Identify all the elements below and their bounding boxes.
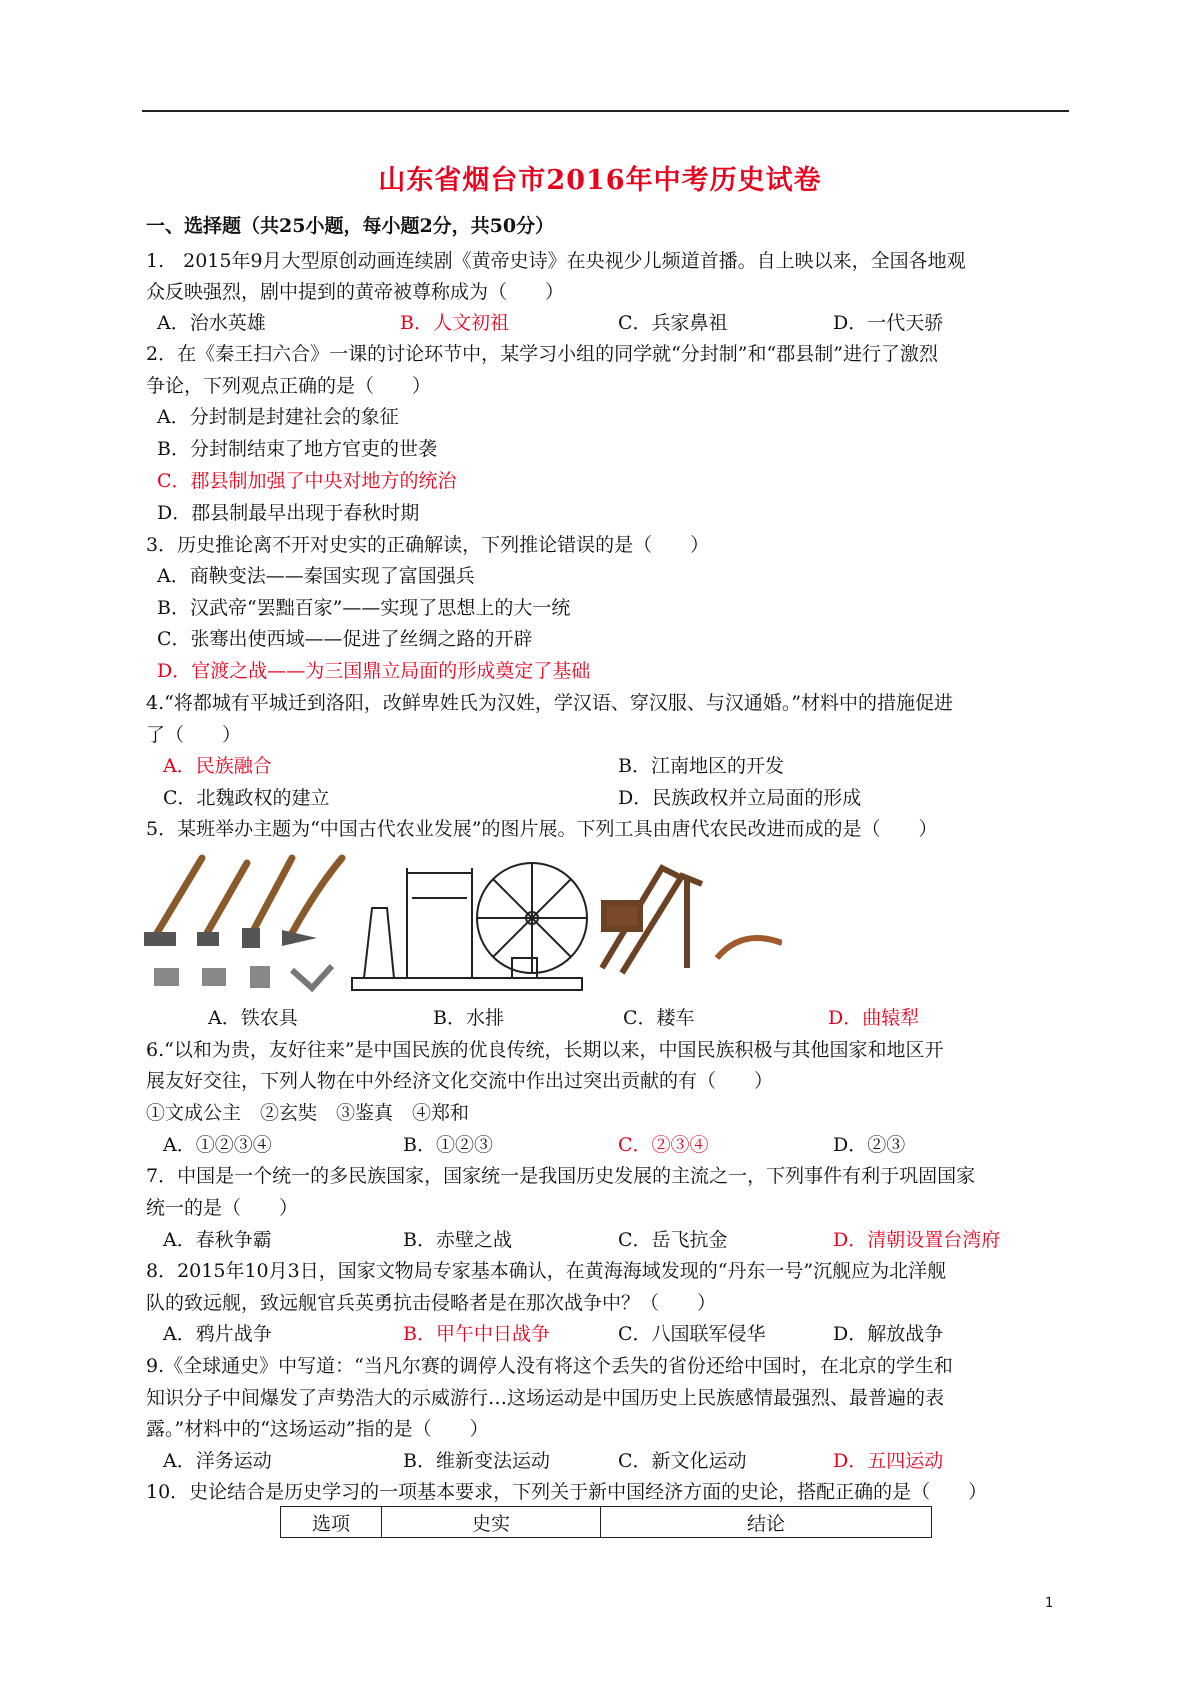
question-5-line-1: 5．某班举办主题为“中国古代农业发展”的图片展。下列工具由唐代农民改进而成的是（ ） bbox=[146, 818, 938, 840]
question-6-line-3: ①文成公主 ②玄奘 ③鉴真 ④郑和 bbox=[146, 1102, 470, 1124]
q4-option-c: C．北魏政权的建立 bbox=[163, 787, 330, 809]
q8-option-b-answer: B．甲午中日战争 bbox=[403, 1323, 550, 1345]
q10-table bbox=[280, 1506, 932, 1538]
q5-option-d-answer: D．曲辕犁 bbox=[828, 1007, 920, 1029]
q7-option-b: B．赤壁之战 bbox=[403, 1229, 512, 1251]
table-header-row bbox=[281, 1507, 932, 1538]
q9-option-a: A．洋务运动 bbox=[163, 1450, 272, 1472]
table-header-fact: 史实 bbox=[382, 1507, 601, 1538]
question-8-line-2: 队的致远舰，致远舰官兵英勇抗击侵略者是在那次战争中？（ ） bbox=[146, 1292, 717, 1314]
q3-option-c: C．张骞出使西域——促进了丝绸之路的开辟 bbox=[157, 628, 533, 650]
q3-option-b: B．汉武帝“罢黜百家”——实现了思想上的大一统 bbox=[157, 597, 571, 619]
question-8-line-1: 8．2015年10月3日，国家文物局专家基本确认，在黄海海域发现的“丹东一号”沉舰应为北洋舰 bbox=[146, 1260, 947, 1282]
q1-option-d: D．一代天骄 bbox=[833, 312, 944, 334]
question-1-line-1: 1. 2015年9月大型原创动画连续剧《黄帝史诗》在央视少儿频道首播。自上映以来，全国各地观 bbox=[146, 250, 966, 272]
q6-option-b: B．①②③ bbox=[403, 1134, 493, 1156]
farming-tools-illustration bbox=[142, 848, 782, 998]
q2-option-a: A．分封制是封建社会的象征 bbox=[157, 406, 399, 428]
page-number: 1 bbox=[1045, 1596, 1054, 1611]
question-4-line-1: 4.“将都城有平城迁到洛阳，改鲜卑姓氏为汉姓，学汉语、穿汉服、与汉通婚。”材料中的措施促进 bbox=[146, 692, 954, 714]
q2-option-c-answer: C．郡县制加强了中央对地方的统治 bbox=[157, 470, 457, 492]
table-header-conclusion: 结论 bbox=[601, 1507, 932, 1538]
question-2-line-1: 2．在《秦王扫六合》一课的讨论环节中，某学习小组的同学就“分封制”和“郡县制”进行了激烈 bbox=[146, 343, 938, 365]
q4-option-b: B．江南地区的开发 bbox=[618, 755, 784, 777]
question-9-line-3: 露。”材料中的“这场运动”指的是（ ） bbox=[146, 1418, 489, 1440]
q7-option-a: A．春秋争霸 bbox=[163, 1229, 272, 1251]
q3-option-a: A．商鞅变法——秦国实现了富国强兵 bbox=[157, 565, 475, 587]
question-3-line-1: 3．历史推论离不开对史实的正确解读，下列推论错误的是（ ） bbox=[146, 534, 710, 556]
question-7-line-1: 7．中国是一个统一的多民族国家，国家统一是我国历史发展的主流之一，下列事件有利于巩固国家 bbox=[146, 1165, 976, 1187]
q2-option-d: D．郡县制最早出现于春秋时期 bbox=[157, 502, 420, 524]
q8-option-d: D．解放战争 bbox=[833, 1323, 944, 1345]
water-bellows-image bbox=[352, 863, 587, 990]
q8-option-c: C．八国联军侵华 bbox=[618, 1323, 766, 1345]
q1-option-c: C．兵家鼻祖 bbox=[618, 312, 728, 334]
table-header-option: 选项 bbox=[281, 1507, 382, 1538]
question-6-line-1: 6.“以和为贵，友好往来”是中国民族的优良传统，长期以来，中国民族积极与其他国家和地区开 bbox=[146, 1039, 944, 1061]
question-2-line-2: 争论，下列观点正确的是（ ） bbox=[146, 375, 432, 397]
q5-option-b: B．水排 bbox=[433, 1007, 504, 1029]
q9-option-d-answer: D．五四运动 bbox=[833, 1450, 944, 1472]
question-7-line-2: 统一的是（ ） bbox=[146, 1197, 299, 1219]
q5-option-c: C．耧车 bbox=[623, 1007, 695, 1029]
page-title: 山东省烟台市2016年中考历史试卷 bbox=[378, 165, 822, 196]
q5-option-a: A．铁农具 bbox=[208, 1007, 298, 1029]
q9-option-c: C．新文化运动 bbox=[618, 1450, 747, 1472]
question-1-line-2: 众反映强烈，剧中提到的黄帝被尊称成为（ ） bbox=[146, 281, 565, 303]
section-heading: 一、选择题（共25小题，每小题2分，共50分） bbox=[146, 215, 555, 237]
question-9-line-2: 知识分子中间爆发了声势浩大的示威游行…这场运动是中国历史上民族感情最强烈、最普遍的表 bbox=[146, 1387, 945, 1409]
question-6-line-2: 展友好交往，下列人物在中外经济文化交流中作出过突出贡献的有（ ） bbox=[146, 1070, 774, 1092]
q7-option-c: C．岳飞抗金 bbox=[618, 1229, 728, 1251]
curved-plough-image bbox=[717, 938, 782, 958]
q8-option-a: A．鸦片战争 bbox=[163, 1323, 272, 1345]
q9-option-b: B．维新变法运动 bbox=[403, 1450, 550, 1472]
header-rule bbox=[142, 110, 1069, 112]
seed-drill-image bbox=[602, 868, 702, 973]
question-4-line-2: 了（ ） bbox=[146, 724, 242, 746]
q1-option-b-answer: B．人文初祖 bbox=[400, 312, 509, 334]
q7-option-d-answer: D．清朝设置台湾府 bbox=[833, 1229, 1001, 1251]
q2-option-b: B．分封制结束了地方官吏的世袭 bbox=[157, 438, 437, 460]
q3-option-d-answer: D．官渡之战——为三国鼎立局面的形成奠定了基础 bbox=[157, 660, 591, 682]
q6-option-d: D．②③ bbox=[833, 1134, 906, 1156]
q4-option-a-answer: A．民族融合 bbox=[163, 755, 272, 777]
question-9-line-1: 9.《全球通史》中写道：“当凡尔赛的调停人没有将这个丢失的省份还给中国时，在北京的学生和 bbox=[146, 1355, 953, 1377]
q4-option-d: D．民族政权并立局面的形成 bbox=[618, 787, 862, 809]
question-10-line-1: 10．史论结合是历史学习的一项基本要求，下列关于新中国经济方面的史论，搭配正确的是（ ） bbox=[146, 1481, 988, 1503]
iron-tools-image bbox=[157, 858, 342, 933]
q6-option-a: A．①②③④ bbox=[163, 1134, 272, 1156]
q6-option-c-answer: C．②③④ bbox=[618, 1134, 709, 1156]
q1-option-a: A．治水英雄 bbox=[157, 312, 266, 334]
